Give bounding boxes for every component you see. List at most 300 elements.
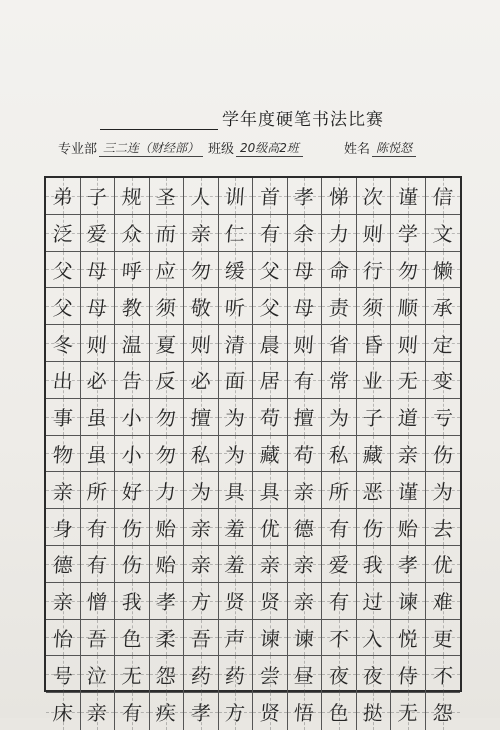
grid-cell [184,509,219,546]
grid-cell [426,583,461,620]
grid-cell [115,546,150,583]
handwritten-character: 泛 [51,222,74,247]
grid-cell [391,620,426,657]
handwritten-character: 面 [224,369,246,394]
grid-cell [115,656,150,693]
handwritten-character: 伤 [120,553,143,578]
handwritten-character: 吾 [189,626,212,651]
grid-cell [184,362,219,399]
handwritten-character: 床 [51,701,74,726]
grid-cell [150,178,185,215]
grid-row [46,325,460,362]
handwritten-character: 孝 [293,185,315,210]
grid-cell [150,325,185,362]
grid-cell [357,436,392,473]
grid-cell [81,583,116,620]
handwritten-character: 有 [327,516,350,541]
grid-cell [46,656,81,693]
grid-cell [219,399,254,436]
grid-cell [288,656,323,693]
handwritten-character: 有 [120,701,143,726]
grid-cell [150,656,185,693]
handwritten-character: 贻 [396,516,419,541]
grid-cell [288,178,323,215]
handwritten-character: 亲 [86,701,108,726]
grid-cell [253,178,288,215]
grid-cell [357,215,392,252]
handwritten-character: 德 [51,553,74,578]
handwritten-character: 昏 [362,332,384,357]
grid-cell [391,399,426,436]
grid-cell [391,472,426,509]
handwritten-character: 方 [224,701,246,726]
handwritten-character: 具 [224,479,246,504]
grid-row [46,583,460,620]
grid-cell [184,620,219,657]
grid-cell [288,620,323,657]
handwritten-character: 藏 [258,442,281,467]
grid-cell [288,399,323,436]
grid-cell [219,436,254,473]
handwritten-character: 声 [224,626,246,651]
handwritten-character: 力 [155,479,177,504]
grid-cell [46,583,81,620]
grid-cell [253,399,288,436]
handwritten-character: 小 [120,406,143,431]
grid-cell [391,362,426,399]
grid-cell [426,472,461,509]
grid-cell [322,252,357,289]
handwritten-character: 母 [293,295,315,320]
handwritten-character: 为 [224,406,246,431]
grid-cell [150,399,185,436]
class-field [208,138,303,157]
handwritten-character: 必 [86,369,108,394]
handwritten-character: 擅 [189,406,212,431]
handwritten-character: 亲 [51,479,74,504]
grid-cell [184,215,219,252]
handwritten-character: 变 [431,369,454,394]
handwritten-character: 悌 [327,185,350,210]
handwritten-character: 告 [120,369,143,394]
grid-cell [322,693,357,730]
grid-cell [219,362,254,399]
grid-cell [150,215,185,252]
handwritten-character: 谏 [396,590,419,615]
handwritten-character: 勿 [189,258,212,283]
handwritten-character: 则 [86,332,108,357]
handwritten-character: 为 [224,442,246,467]
handwritten-character: 信 [431,185,454,210]
grid-cell [150,546,185,583]
title-row [100,100,430,130]
handwritten-character: 擅 [293,406,315,431]
handwritten-character: 勿 [155,442,177,467]
grid-cell [391,215,426,252]
grid-cell [81,399,116,436]
grid-cell [357,325,392,362]
handwritten-character: 爱 [86,222,108,247]
handwritten-character: 须 [362,295,384,320]
grid-cell [184,288,219,325]
grid-cell [150,583,185,620]
grid-cell [288,362,323,399]
grid-cell [391,656,426,693]
handwritten-character: 母 [86,295,108,320]
handwritten-character: 谨 [396,185,419,210]
grid-cell [81,362,116,399]
student-info-row [58,138,468,162]
handwritten-character: 怡 [51,626,74,651]
handwritten-character: 亲 [189,553,212,578]
grid-cell [81,215,116,252]
grid-cell [426,509,461,546]
handwritten-character: 清 [224,332,246,357]
grid-cell [219,656,254,693]
grid-cell [288,288,323,325]
grid-cell [115,288,150,325]
handwritten-character: 谏 [293,626,315,651]
handwritten-character: 事 [51,406,74,431]
handwritten-character: 亲 [258,553,281,578]
handwritten-character: 为 [189,479,212,504]
handwritten-character: 药 [189,663,212,688]
grid-cell [322,215,357,252]
grid-cell [391,252,426,289]
grid-cell [253,288,288,325]
name-field [344,138,416,157]
grid-cell [219,325,254,362]
grid-cell [46,546,81,583]
grid-cell [426,546,461,583]
handwritten-character: 弟 [51,185,74,210]
grid-cell [219,178,254,215]
grid-cell [46,509,81,546]
handwritten-character: 去 [431,516,454,541]
handwritten-character: 难 [431,590,454,615]
handwritten-character: 亲 [189,222,212,247]
class-label: 班级 [208,142,235,157]
handwritten-character: 命 [327,258,350,283]
handwritten-character: 悟 [293,701,315,726]
handwritten-character: 亲 [189,516,212,541]
handwritten-character: 爱 [327,553,350,578]
grid-row [46,509,460,546]
class-value: 20级高2班 [236,139,303,157]
handwritten-character: 力 [327,222,350,247]
grid-cell [115,178,150,215]
grid-cell [322,620,357,657]
handwritten-character: 伤 [431,442,454,467]
handwritten-character: 为 [431,479,454,504]
handwritten-character: 过 [362,590,384,615]
grid-cell [391,509,426,546]
grid-cell [81,693,116,730]
handwritten-character: 身 [51,516,74,541]
handwritten-character: 文 [431,222,454,247]
handwritten-character: 训 [224,185,246,210]
handwritten-character: 亲 [51,590,74,615]
grid-cell [357,656,392,693]
grid-cell [184,325,219,362]
grid-cell [115,509,150,546]
grid-cell [253,656,288,693]
handwritten-character: 贻 [155,553,177,578]
grid-cell [426,252,461,289]
handwritten-character: 怨 [431,701,454,726]
handwritten-character: 有 [258,222,281,247]
handwritten-character: 温 [120,332,143,357]
grid-cell [46,362,81,399]
grid-cell [81,472,116,509]
handwritten-character: 私 [189,442,212,467]
handwritten-character: 学 [396,222,419,247]
name-value: 陈悦怒 [372,139,416,157]
handwritten-character: 余 [293,222,315,247]
grid-cell [288,215,323,252]
grid-cell [426,362,461,399]
handwritten-character: 亲 [293,479,315,504]
grid-cell [219,472,254,509]
handwritten-character: 怨 [155,663,177,688]
handwritten-character: 孝 [155,590,177,615]
handwritten-character: 孝 [189,701,212,726]
grid-cell [357,178,392,215]
grid-cell [184,472,219,509]
grid-cell [357,472,392,509]
grid-cell [357,252,392,289]
grid-cell [391,693,426,730]
grid-cell [184,178,219,215]
grid-cell [46,472,81,509]
grid-cell [219,546,254,583]
grid-cell [253,693,288,730]
handwritten-character: 呼 [120,258,143,283]
name-label: 姓名 [344,142,371,157]
grid-cell [184,436,219,473]
handwritten-character: 物 [51,442,74,467]
handwritten-character: 父 [51,295,74,320]
handwritten-character: 勿 [396,258,419,283]
handwritten-character: 孝 [396,553,419,578]
handwritten-character: 羞 [224,516,246,541]
handwritten-character: 尝 [258,663,281,688]
handwritten-character: 规 [120,185,143,210]
grid-cell [391,325,426,362]
grid-cell [81,288,116,325]
grid-row [46,620,460,657]
handwritten-character: 众 [120,222,143,247]
grid-cell [322,436,357,473]
handwritten-character: 恶 [362,479,384,504]
grid-row [46,178,460,215]
handwritten-character: 无 [396,369,419,394]
handwritten-character: 人 [189,185,212,210]
grid-cell [288,693,323,730]
grid-cell [253,436,288,473]
grid-row [46,362,460,399]
handwritten-character: 好 [120,479,143,504]
handwritten-character: 入 [362,626,384,651]
grid-cell [253,215,288,252]
grid-cell [322,509,357,546]
grid-cell [426,325,461,362]
grid-cell [115,362,150,399]
grid-cell [150,362,185,399]
handwritten-character: 勿 [155,406,177,431]
grid-cell [81,546,116,583]
grid-cell [81,325,116,362]
handwritten-character: 小 [120,442,143,467]
grid-cell [150,472,185,509]
handwritten-character: 优 [258,516,281,541]
grid-cell [150,509,185,546]
grid-cell [150,436,185,473]
handwritten-character: 省 [327,332,350,357]
grid-cell [322,362,357,399]
grid-cell [115,583,150,620]
handwritten-character: 贻 [155,516,177,541]
grid-cell [219,509,254,546]
handwritten-character: 无 [396,701,419,726]
handwritten-character: 夏 [155,332,177,357]
handwritten-character: 出 [51,369,74,394]
grid-cell [81,252,116,289]
grid-cell [288,546,323,583]
handwritten-character: 不 [431,663,454,688]
handwritten-character: 子 [86,185,108,210]
handwritten-character: 憎 [86,590,108,615]
handwritten-character: 泣 [86,663,108,688]
handwritten-character: 色 [120,626,143,651]
handwritten-character: 伤 [362,516,384,541]
handwritten-character: 则 [189,332,212,357]
grid-cell [322,288,357,325]
handwritten-character: 常 [327,369,350,394]
grid-row [46,472,460,509]
handwritten-character: 则 [362,222,384,247]
grid-cell [357,362,392,399]
handwritten-character: 听 [224,295,246,320]
grid-cell [115,472,150,509]
grid-cell [184,693,219,730]
grid-cell [46,620,81,657]
grid-cell [357,288,392,325]
grid-cell [426,399,461,436]
handwritten-character: 苟 [293,442,315,467]
handwritten-character: 贤 [224,590,246,615]
year-blank-line [100,109,218,130]
grid-cell [357,583,392,620]
handwritten-character: 有 [293,369,315,394]
handwritten-character: 行 [362,258,384,283]
grid-cell [426,288,461,325]
handwritten-character: 具 [258,479,281,504]
grid-cell [357,546,392,583]
grid-cell [150,620,185,657]
grid-cell [219,215,254,252]
grid-cell [391,436,426,473]
grid-cell [46,178,81,215]
handwritten-character: 伤 [120,516,143,541]
grid-row [46,436,460,473]
grid-row [46,215,460,252]
handwritten-character: 反 [155,369,177,394]
grid-cell [426,620,461,657]
handwritten-character: 悦 [396,626,419,651]
grid-cell [184,399,219,436]
handwritten-character: 业 [362,369,384,394]
grid-cell [357,693,392,730]
grid-cell [253,252,288,289]
handwritten-character: 疾 [155,701,177,726]
handwritten-character: 藏 [362,442,384,467]
grid-cell [322,656,357,693]
grid-row [46,399,460,436]
grid-cell [115,399,150,436]
handwritten-character: 承 [431,295,454,320]
handwritten-character: 贤 [258,590,281,615]
handwritten-character: 母 [293,258,315,283]
handwritten-character: 道 [396,406,419,431]
grid-cell [81,656,116,693]
handwritten-character: 有 [86,516,108,541]
grid-cell [115,252,150,289]
handwritten-character: 父 [258,295,281,320]
handwritten-character: 次 [362,185,384,210]
handwritten-character: 晨 [258,332,281,357]
handwritten-character: 虽 [86,442,108,467]
handwritten-character: 优 [431,553,454,578]
handwritten-character: 有 [86,553,108,578]
handwritten-character: 号 [51,663,74,688]
handwritten-character: 仁 [224,222,246,247]
grid-cell [219,693,254,730]
grid-row [46,288,460,325]
handwritten-character: 我 [120,590,143,615]
handwritten-character: 所 [327,479,350,504]
handwritten-character: 贤 [258,701,281,726]
grid-cell [426,693,461,730]
handwritten-character: 谏 [258,626,281,651]
grid-cell [426,215,461,252]
grid-cell [288,583,323,620]
grid-cell [115,215,150,252]
grid-cell [253,509,288,546]
handwritten-character: 私 [327,442,350,467]
grid-cell [115,693,150,730]
handwritten-character: 羞 [224,553,246,578]
grid-cell [46,325,81,362]
grid-row [46,656,460,693]
grid-cell [46,288,81,325]
handwritten-character: 则 [293,332,315,357]
handwritten-character: 夜 [327,663,350,688]
grid-cell [219,252,254,289]
grid-cell [81,620,116,657]
grid-cell [115,436,150,473]
grid-cell [357,620,392,657]
handwritten-character: 则 [396,332,419,357]
grid-cell [322,325,357,362]
handwritten-character: 有 [327,590,350,615]
handwritten-character: 谨 [396,479,419,504]
handwritten-character: 圣 [155,185,177,210]
handwritten-character: 亲 [396,442,419,467]
grid-cell [322,546,357,583]
handwritten-character: 须 [155,295,177,320]
handwritten-character: 吾 [86,626,108,651]
